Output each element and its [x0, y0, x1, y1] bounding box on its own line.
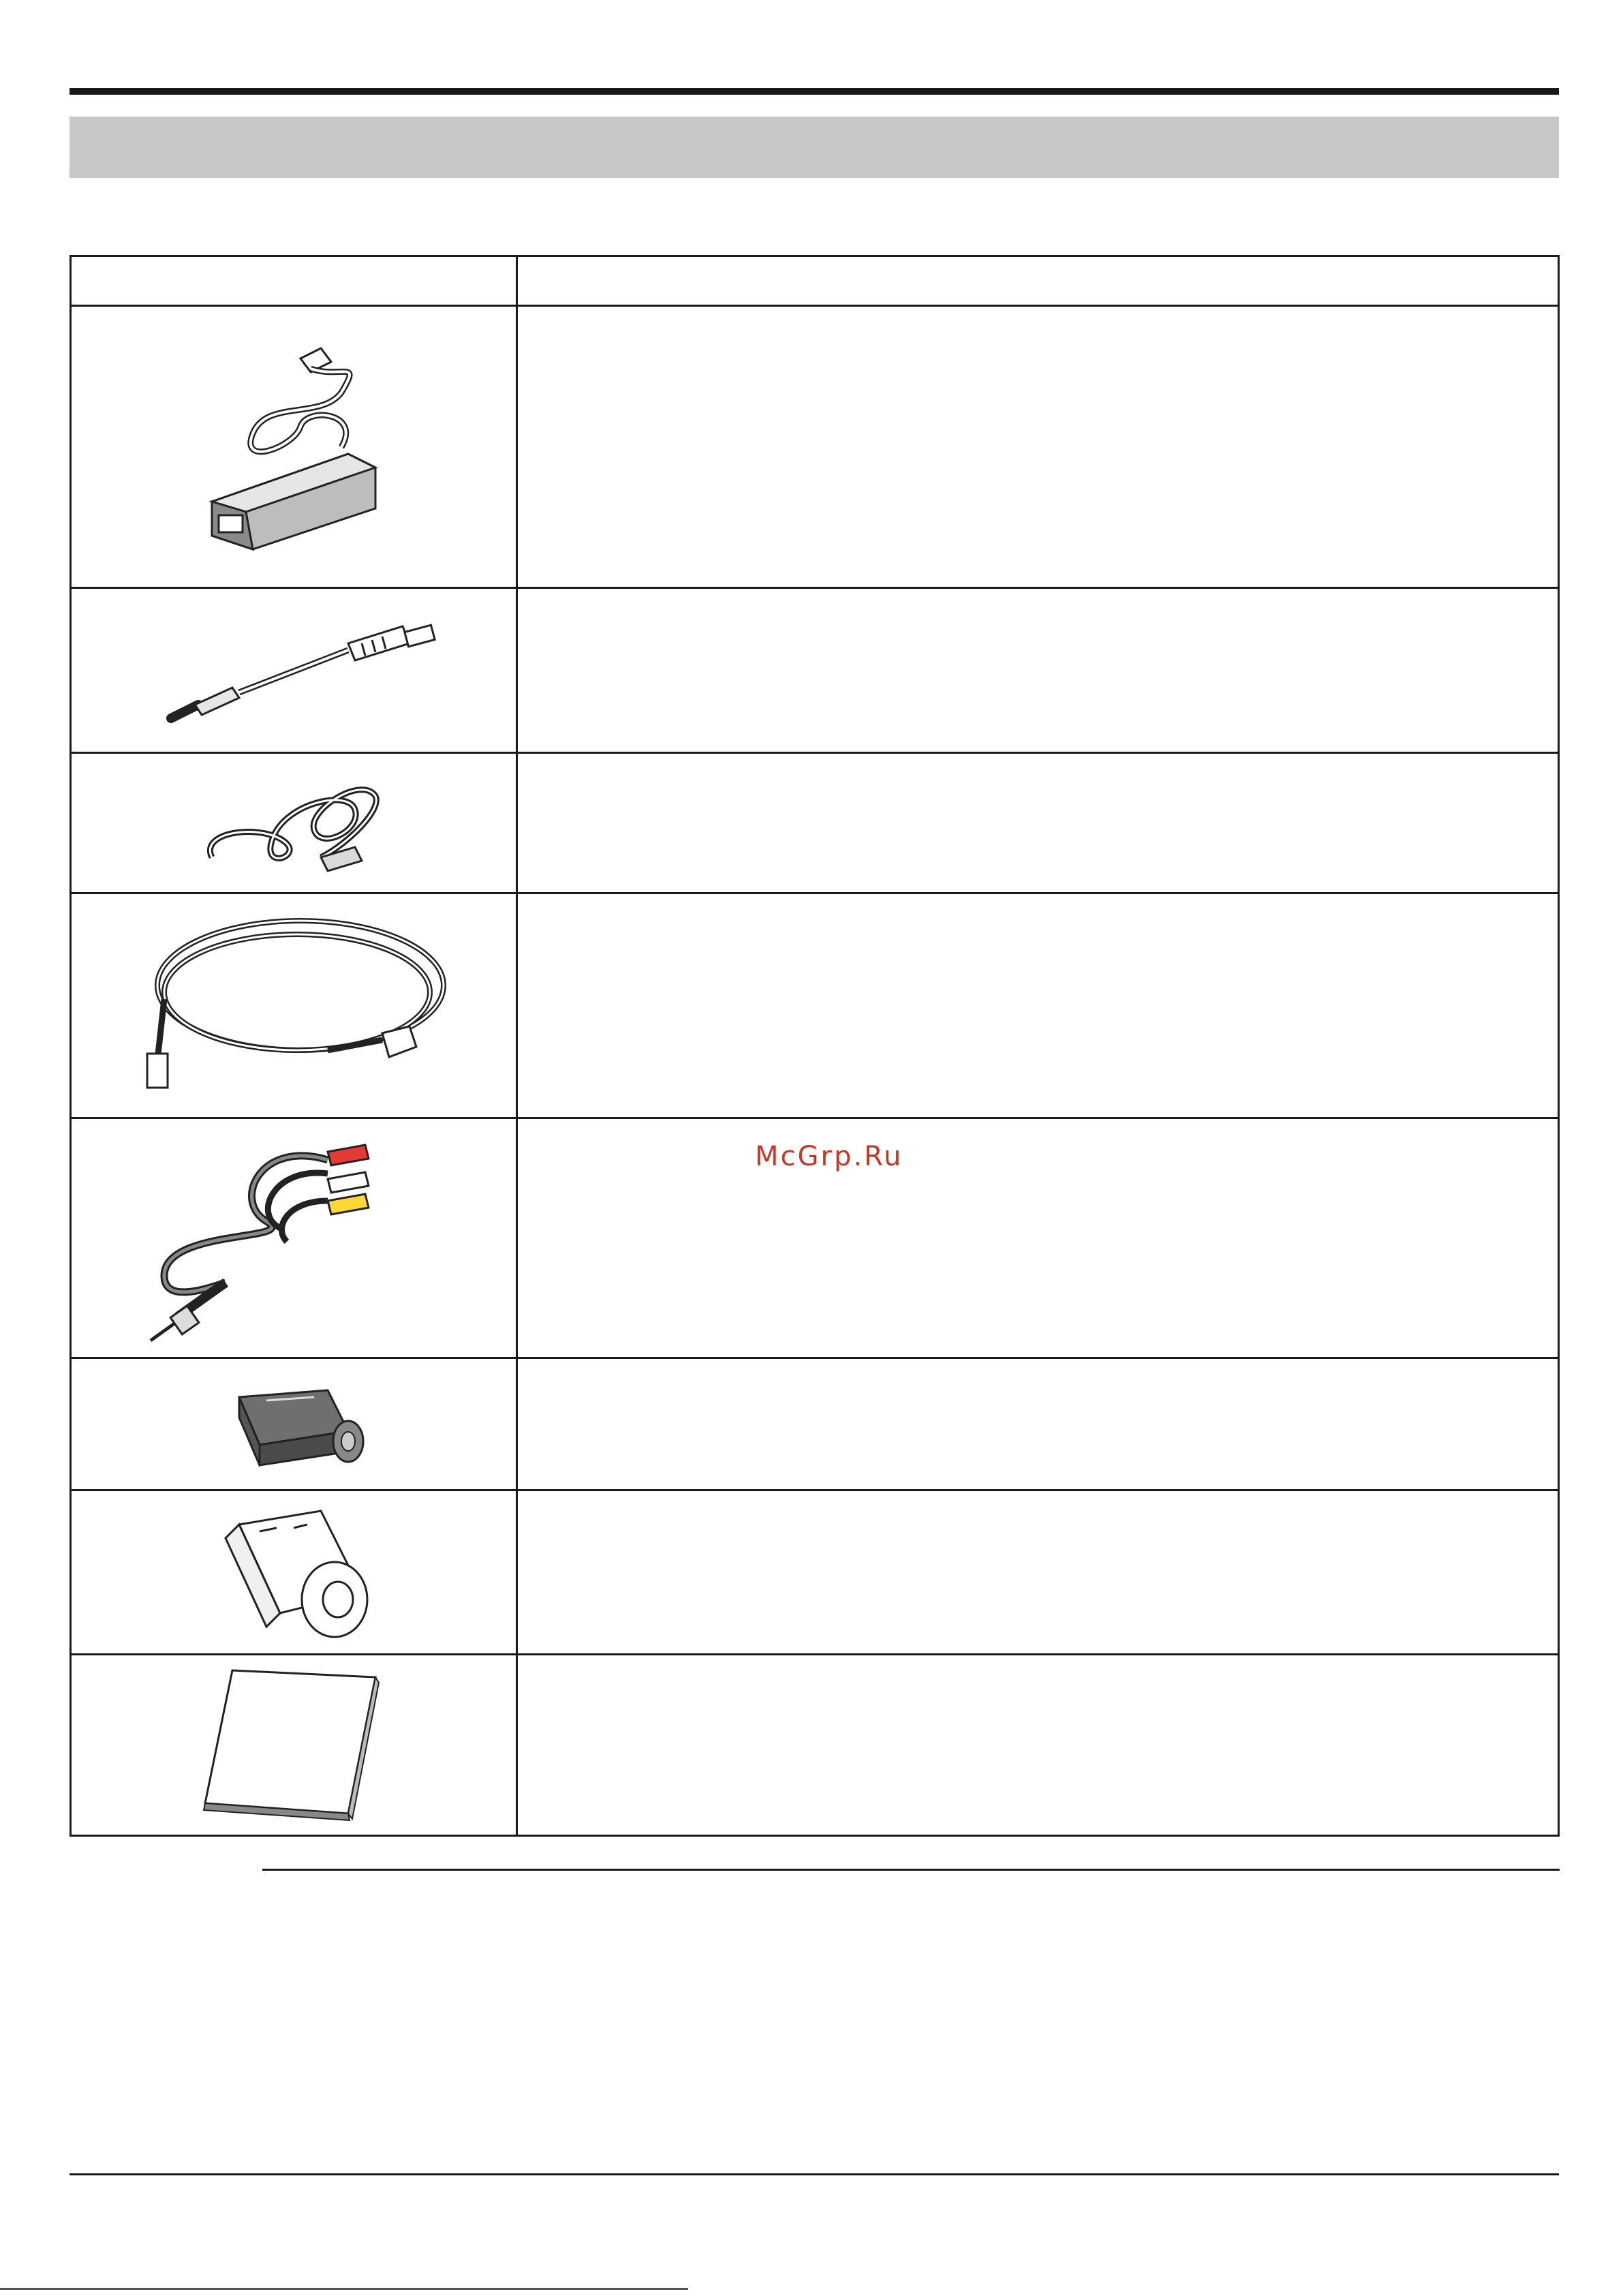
note-divider [262, 1869, 1560, 1871]
item-image-cell [71, 306, 517, 588]
item-description-cell [517, 1118, 1559, 1358]
item-description-cell [517, 1655, 1559, 1836]
usb-cable-icon [130, 602, 457, 739]
power-cord-icon [185, 762, 403, 885]
table-row [71, 588, 1559, 753]
item-image-cell [71, 588, 517, 753]
core-filter-small-icon [212, 1370, 375, 1479]
core-filter-large-icon [198, 1497, 389, 1647]
item-description-cell [517, 1490, 1559, 1655]
item-description-cell [517, 306, 1559, 588]
table-row [71, 1490, 1559, 1655]
item-image-cell [71, 1655, 517, 1836]
table-row [71, 1655, 1559, 1836]
item-description-cell [517, 1358, 1559, 1490]
table-row [71, 753, 1559, 893]
watermark-text: McGrp.Ru [755, 1141, 903, 1172]
top-rule [69, 88, 1559, 95]
manual-booklet-icon [191, 1664, 396, 1827]
header-cell-item [71, 256, 517, 306]
av-cable-icon [123, 1126, 464, 1351]
item-image-cell [71, 753, 517, 893]
item-image-cell [71, 1490, 517, 1655]
table-row [71, 1358, 1559, 1490]
item-image-cell [71, 893, 517, 1118]
dc-cord-icon [123, 904, 464, 1108]
accessories-table [69, 255, 1560, 1837]
footer-divider [69, 2173, 1559, 2175]
footer-edge-line [0, 2288, 688, 2290]
section-title-bar [69, 117, 1559, 178]
ac-adapter-icon [171, 331, 416, 563]
table-row [71, 893, 1559, 1118]
item-image-cell [71, 1118, 517, 1358]
item-image-cell [71, 1358, 517, 1490]
item-description-cell [517, 753, 1559, 893]
item-description-cell [517, 893, 1559, 1118]
item-description-cell [517, 588, 1559, 753]
header-cell-description [517, 256, 1559, 306]
table-row [71, 306, 1559, 588]
table-header-row [71, 256, 1559, 306]
